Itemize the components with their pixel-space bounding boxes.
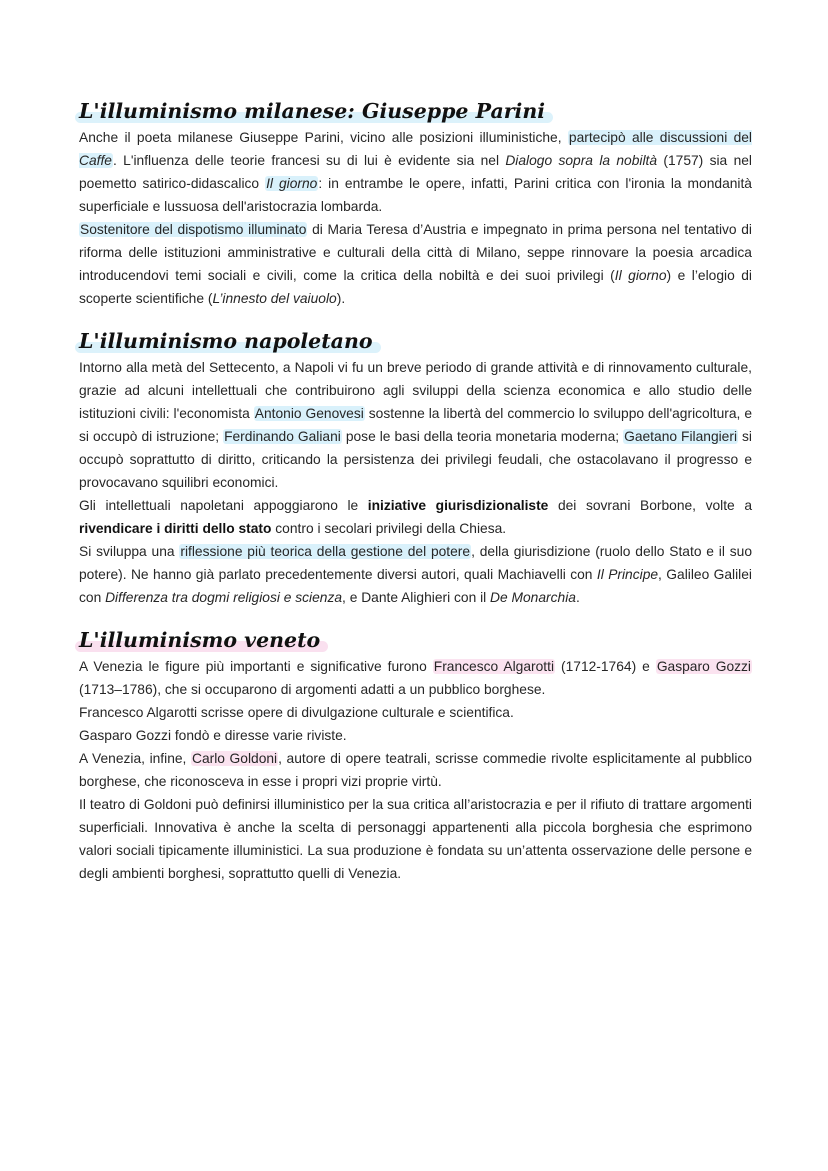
section-heading: L'illuminismo napoletano <box>79 328 373 355</box>
section-heading: L'illuminismo milanese: Giuseppe Parini <box>79 98 545 125</box>
paragraph: Gasparo Gozzi fondò e diresse varie riviste. <box>79 728 347 743</box>
highlight: Gaetano Filangieri <box>624 429 738 444</box>
highlight: Carlo Goldoni <box>191 751 278 766</box>
highlight: Il giorno <box>266 176 318 191</box>
paragraph: Anche il poeta milanese Giuseppe Parini, vicino alle posizioni illuministiche, partecipò alle discussioni del Caffe. L'influenza delle teorie francesi su di lui è evidente sia nel Dialogo sopra la nobiltà (1757) sia nel poemetto satirico-didascalico Il giorno: in entrambe le opere, infatti, Parini critica con l'ironia la mondanità superficiale e lussuosa dell'aristocrazia lombarda. <box>79 130 752 214</box>
highlight: Francesco Algarotti <box>433 659 555 674</box>
section-milanese <box>79 98 752 310</box>
highlight: Sostenitore del dispotismo illuminato <box>80 222 307 237</box>
paragraph: Sostenitore del dispotismo illuminato di Maria Teresa d’Austria e impegnato in prima persona nel tentativo di riforma delle istituzioni amministrative e culturali della città di Milano, seppe rinnovare la poesia arcadica introducendovi temi sociali e civili, come la critica della nobiltà e dei suoi privilegi (Il giorno) e l’elogio di scoperte scientifiche (L’innesto del vaiuolo). <box>79 222 752 306</box>
paragraph: A Venezia, infine, Carlo Goldoni, autore di opere teatrali, scrisse commedie rivolte esplicitamente al pubblico borghese, che riconosceva in esse i propri vizi proprie virtù. <box>79 751 752 789</box>
highlight: partecipò alle discussioni del Caffe <box>79 130 752 168</box>
paragraph: Si sviluppa una riflessione più teorica della gestione del potere, della giurisdizione (ruolo dello Stato e il suo potere). Ne hanno già parlato precedentemente diversi autori, quali Machiavelli con Il Principe, Galileo Galilei con Differenza tra dogmi religiosi e scienza, e Dante Alighieri con il De Monarchia. <box>79 544 752 605</box>
highlight: Gasparo Gozzi <box>656 659 751 674</box>
highlight: Antonio Genovesi <box>254 406 364 421</box>
paragraph: Intorno alla metà del Settecento, a Napoli vi fu un breve periodo di grande attività e di rinnovamento culturale, grazie ad alcuni intellettuali che contribuirono agli sviluppi della scienza economica e allo studio delle istituzioni civili: l'economista Antonio Genovesi sostenne la libertà del commercio lo sviluppo dell'agricoltura, e si occupò di istruzione; Ferdinando Galiani pose le basi della teoria monetaria moderna; Gaetano Filangieri si occupò soprattutto di diritto, criticando la persistenza dei privilegi feudali, che ostacolavano il progresso e provocavano squilibri economici. <box>79 360 753 490</box>
section-veneto <box>79 627 752 885</box>
paragraph: Il teatro di Goldoni può definirsi illuministico per la sua critica all’aristocrazia e per il rifiuto di trattare argomenti superficiali. Innovativa è anche la scelta di personaggi appartenenti alla piccola borghesia che esprimono valori sociali tipicamente illuministici. La sua produzione è fondata su un’attenta osservazione delle persone e degli ambienti borghesi, soprattutto quelli di Venezia. <box>79 797 752 881</box>
paragraph: Gli intellettuali napoletani appoggiarono le iniziative giurisdizionaliste dei sovrani Borbone, volte a rivendicare i diritti dello stato contro i secolari privilegi della Chiesa. <box>79 498 752 536</box>
section-napoletano <box>79 328 752 609</box>
highlight: Ferdinando Galiani <box>224 429 341 444</box>
paragraph: A Venezia le figure più importanti e significative furono Francesco Algarotti (1712-1764) e Gasparo Gozzi (1713–1786), che si occuparono di argomenti adatti a un pubblico borghese. <box>79 659 751 697</box>
paragraph: Francesco Algarotti scrisse opere di divulgazione culturale e scientifica. <box>79 705 514 720</box>
section-heading: L'illuminismo veneto <box>79 627 320 654</box>
highlight: riflessione più teorica della gestione del potere <box>180 544 471 559</box>
